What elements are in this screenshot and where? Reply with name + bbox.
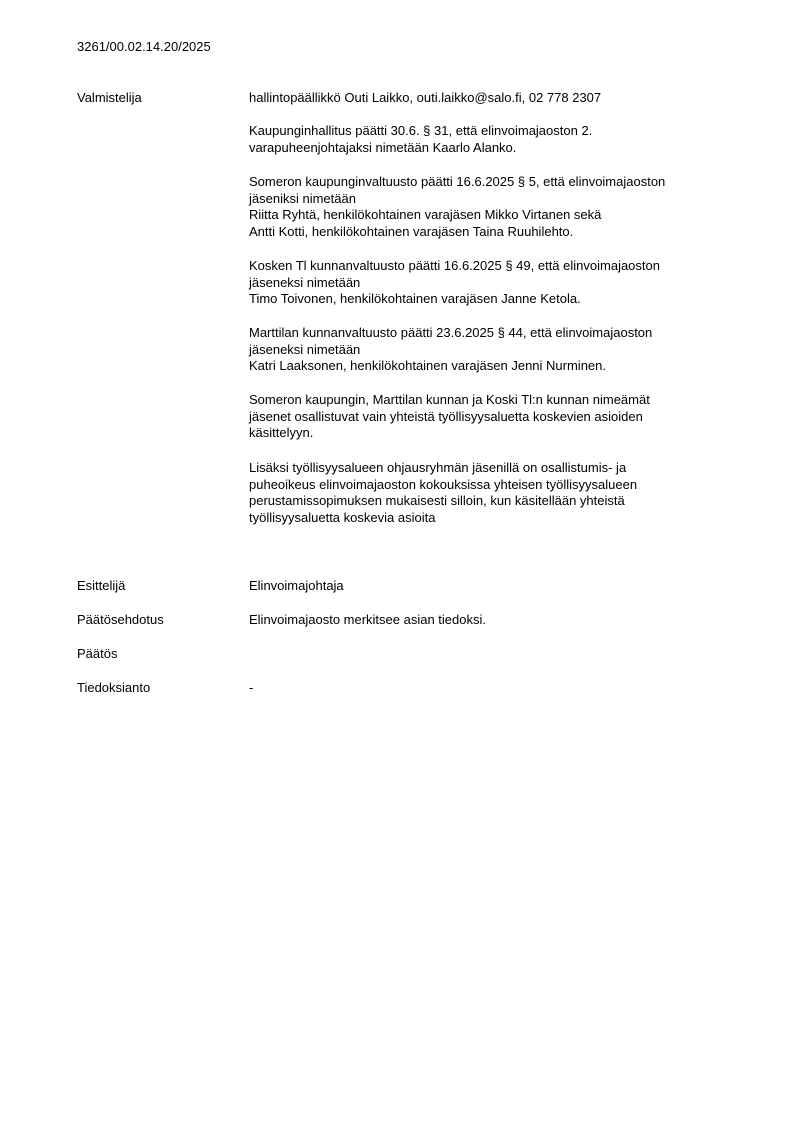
paragraph-line: Timo Toivonen, henkilökohtainen varajäsen Janne Ketola.	[249, 291, 581, 306]
paragraph-line: varapuheenjohtajaksi nimetään Kaarlo Alanko.	[249, 139, 517, 155]
paatosehdotus-value: Elinvoimajaosto merkitsee asian tiedoksi.	[249, 612, 486, 627]
paatos-label: Päätös	[77, 646, 118, 661]
paragraph-line: jäseneksi nimetään	[249, 274, 361, 290]
document-id: 3261/00.02.14.20/2025	[77, 39, 211, 54]
paragraph-kaupunginhallitus	[249, 123, 592, 156]
paragraph-marttilan-valtuusto	[249, 325, 652, 375]
paragraph-line: puheoikeus elinvoimajaoston kokouksissa yhteisen työllisyysalueen	[249, 476, 638, 492]
paragraph-nimeamat-jasenet	[249, 392, 650, 442]
paragraph-line: Lisäksi työllisyysalueen ohjausryhmän jäsenillä on osallistumis- ja	[249, 460, 627, 475]
paragraph-ohjausryhma	[249, 460, 637, 526]
paragraph-kosken-valtuusto	[249, 258, 660, 308]
paragraph-line: Katri Laaksonen, henkilökohtainen varajäsen Jenni Nurminen.	[249, 358, 606, 373]
paragraph-line: jäsenet osallistuvat vain yhteistä työllisyysaluetta koskevien asioiden	[249, 408, 643, 424]
paragraph-line: jäseneksi nimetään	[249, 341, 361, 357]
paragraph-line: perustamissopimuksen mukaisesti silloin, kun käsitellään yhteistä	[249, 493, 625, 508]
paatosehdotus-label: Päätösehdotus	[77, 612, 164, 627]
paragraph-someron-valtuusto	[249, 174, 665, 240]
valmistelija-label: Valmistelija	[77, 90, 142, 105]
paragraph-line: Someron kaupungin, Marttilan kunnan ja Koski Tl:n kunnan nimeämät	[249, 392, 650, 407]
paragraph-line: käsittelyyn.	[249, 425, 314, 440]
paragraph-line: Antti Kotti, henkilökohtainen varajäsen Taina Ruuhilehto.	[249, 223, 574, 239]
paragraph-line: Riitta Ryhtä, henkilökohtainen varajäsen Mikko Virtanen sekä	[249, 207, 602, 222]
paragraph-line: Kaupunginhallitus päätti 30.6. § 31, että elinvoimajaoston 2.	[249, 123, 593, 138]
paragraph-line: työllisyysaluetta koskevia asioita	[249, 509, 436, 525]
esittelija-value: Elinvoimajohtaja	[249, 578, 344, 593]
paragraph-line: Kosken Tl kunnanvaltuusto päätti 16.6.2025 § 49, että elinvoimajaoston	[249, 258, 660, 273]
paragraph-line: Marttilan kunnanvaltuusto päätti 23.6.2025 § 44, että elinvoimajaoston	[249, 325, 653, 340]
tiedoksianto-label: Tiedoksianto	[77, 680, 151, 695]
tiedoksianto-value: -	[249, 680, 254, 695]
paragraph-line: Someron kaupunginvaltuusto päätti 16.6.2025 § 5, että elinvoimajaoston	[249, 174, 666, 189]
esittelija-label: Esittelijä	[77, 578, 126, 593]
paragraph-line: jäseniksi nimetään	[249, 190, 356, 206]
valmistelija-value: hallintopäällikkö Outi Laikko, outi.laikko@salo.fi, 02 778 2307	[249, 90, 602, 105]
